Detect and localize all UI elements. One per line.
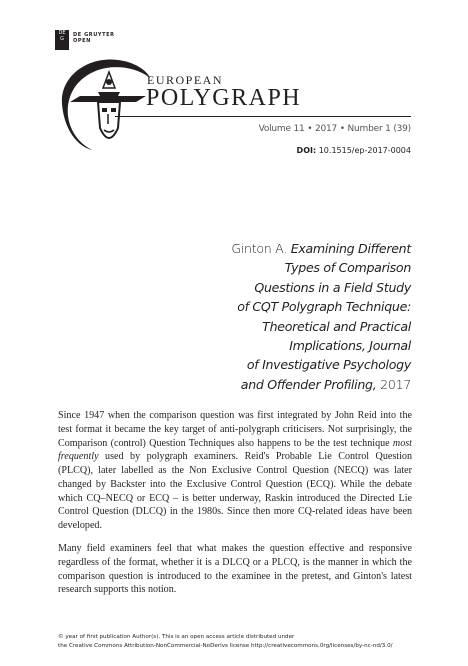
journal-emblem-icon [58,52,152,156]
body-paragraph-1-text-a: Since 1947 when the comparison question was first integrated by John Reid into the test format it became the key target of anti-polygraph criticisers. Not surprisingly, the Comparison (control) Question Techniques also happens to be the test technique [58,410,412,449]
reviewed-title-line: Questions in a Field Study [254,279,411,295]
publisher-name-line-2: OPEN [73,38,91,44]
publisher-logo [55,30,69,50]
doi-value: 10.1515/ep-2017-0004 [318,146,411,155]
reviewed-line-5 [151,317,411,336]
license-footer [58,633,418,651]
doi-line [297,146,411,155]
body-paragraph-2: Many field examiners feel that what makes the question effective and responsive regardless of the format, whether it is a DLCQ or a PLCQ, is the manner in which the comparison question is introduced to the examinee in the pretest, and Ginton's latest research supports this notion. [58,543,412,596]
body-paragraph-1-text-b: used by polygraph examiners. Reid's Probable Lie Control Question (PLCQ), later labelled as the Non Exclusive Control Question (NECQ) was later changed by Backster into the Exclusive Control Question (ECQ). While the debate which CQ–NECQ or ECQ – is better underway, Raskin introduced the Directed Lie Control Question (DLCQ) in the 1980s. Since then more CQ-related ideas have been developed. [58,451,412,531]
doi-label: DOI: [296,146,317,155]
publisher-name-line-1: DE GRUYTER [73,32,115,38]
reviewed-line-8 [151,375,411,394]
reviewed-author: Ginton A. [231,241,287,256]
reviewed-title-line: Types of Comparison [284,260,411,276]
body-paragraph-1 [58,409,412,533]
reviewed-line-3 [151,278,411,297]
reviewed-title-line: Implications, Journal [289,338,411,354]
reviewed-publication [151,239,411,394]
publisher-logo-line-1: DE [58,30,66,36]
reviewed-title-line: Theoretical and Practical [262,318,411,334]
journal-name-large: POLYGRAPH [146,85,302,111]
reviewed-line-6 [151,336,411,355]
reviewed-title-line: of Investigative Psychology [246,357,411,373]
reviewed-title-line: Examining Different [290,241,411,256]
reviewed-line-2 [151,258,411,277]
reviewed-line-4 [151,297,411,316]
reviewed-line-7 [151,355,411,374]
header-rule [115,116,411,117]
reviewed-line-1 [151,239,411,258]
license-line-1: © year of first publication Author(s). This is an open access article distributed under [58,634,295,640]
journal-name-small: EUROPEAN [147,73,224,87]
publisher-logo-line-2: G [60,36,64,42]
reviewed-title-line: and Offender Profiling, [240,376,377,392]
body-paragraph-1-emphasis: most frequently [58,437,412,463]
reviewed-year: 2017 [380,376,411,392]
volume-line: Volume 11 • 2017 • Number 1 (39) [258,124,411,134]
license-line-2: the Creative Commons Attribution-NonCommercial-NoDerivs license http://creativecommons.0rg/licenses/by-nc-nd/3.0/ [58,643,393,649]
reviewed-title-line: of CQT Polygraph Technique: [237,299,411,315]
publisher-name [73,32,115,44]
